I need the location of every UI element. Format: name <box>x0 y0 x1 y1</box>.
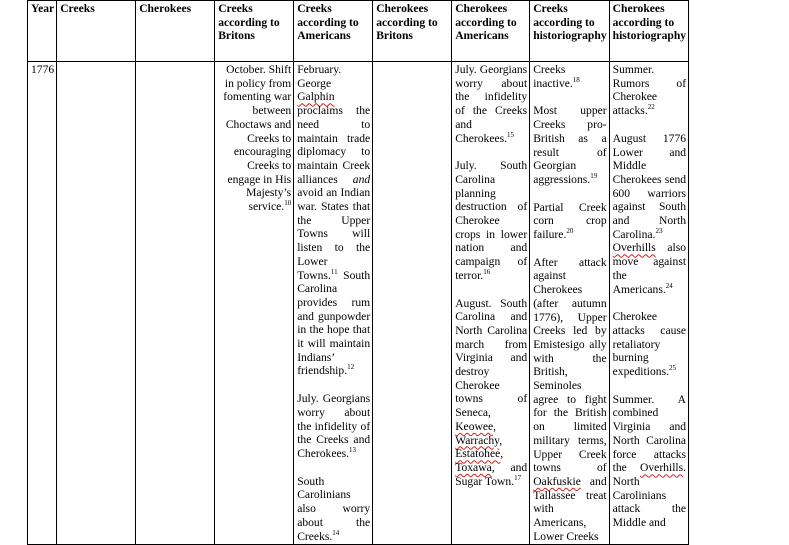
footnote-ref: 25 <box>668 364 676 373</box>
entry-text: July. South Carolina planning destruction of Cherokee crops in lower nation and campaign of terror. <box>455 159 528 282</box>
creeks-americans-cell <box>294 62 373 545</box>
entry-text: Creeks inactive. <box>533 63 573 90</box>
header-row <box>28 1 689 62</box>
footnote-ref: 17 <box>514 473 522 482</box>
year-cell: 1776 <box>28 62 57 545</box>
header-creeks-historiography: Creeks according to historiography <box>530 1 609 62</box>
footnote-ref: 12 <box>347 363 355 372</box>
creeks-historiography-cell <box>530 62 609 545</box>
entry-text: August. South Carolina and North Carolina march from Virginia and destroy Cherokee towns of Seneca, <box>455 296 528 420</box>
header-cherokees-americans: Cherokees according to Americans <box>452 1 530 62</box>
entry-text: Summer. A combined Virginia and North Carolina force attacks the <box>612 392 687 475</box>
cherokees-cell <box>136 62 215 545</box>
town-name: Oakfuskie <box>533 474 581 488</box>
emphasis-text: and <box>352 172 371 186</box>
header-creeks: Creeks <box>57 1 136 62</box>
header-creeks-americans: Creeks according to Americans <box>294 1 373 62</box>
entry-text: avoid an Indian war. States that the Upper Towns will listen to the Lower Towns. <box>297 186 371 282</box>
footnote-ref: 13 <box>349 445 357 454</box>
entry-text: and Sugar Town. <box>455 460 528 488</box>
cherokees-americans-cell: July. Georgians worry about the infidelity of the Creeks and Cherokees.$^{15}$ July. South Carolina planning destruction of Cherokee crops in lower nation and campaign of terror.$^{16}$ August. South Carolina and North Carolina march from Virginia and destroy Cherokee towns of Seneca, Keowee, Warrachy, Estatohee, Toxawa, and Sugar Town.$^{17}$ <box>452 62 530 545</box>
creeks-britons-cell <box>215 62 294 545</box>
town-name: Warrachy <box>455 433 500 447</box>
cherokees-britons-cell <box>373 62 452 545</box>
entry-text: Cherokee attacks cause retaliatory burning expeditions. <box>612 310 687 379</box>
header-cherokees-britons: Cherokees according to Britons <box>373 1 452 62</box>
person-name: Galphin <box>297 90 335 104</box>
footnote-ref: 16 <box>483 267 491 276</box>
footnote-ref: 24 <box>665 281 673 290</box>
footnote-ref: 22 <box>647 103 655 112</box>
creeks-cell <box>57 62 136 545</box>
header-creeks-britons: Creeks according to Britons <box>215 1 294 62</box>
footnote-ref: 10 <box>284 199 292 208</box>
entry-text: July. Georgians worry about the infidelity of the Creeks and Cherokees. <box>297 392 371 460</box>
chronology-table <box>27 0 689 545</box>
entry-text: Summer. Rumors of Cherokee attacks. <box>612 63 687 118</box>
header-cherokees-historiography: Cherokees according to historiography <box>609 1 688 62</box>
group-name: Overhills <box>612 241 656 255</box>
entry-text: After attack against Cherokees (after autumn 1776), Upper Creeks led by Emistesigo ally with the British, Seminoles agree to fight for the British on limited military terms, Upper Creek towns of <box>533 255 607 475</box>
footnote-ref: 19 <box>590 171 598 180</box>
table-row <box>28 62 689 545</box>
entry-text: and Tallassee treat with Americans, Lower Creeks <box>533 474 607 543</box>
entry-text: South Carolina provides rum and gunpowder in the hope that it will maintain Indians’ friendship. <box>297 268 371 378</box>
entry-text: proclaims the need to maintain trade diplomacy to maintain Creek alliances <box>297 104 371 186</box>
group-name: Overhills <box>640 461 684 475</box>
town-name: Keowee <box>455 419 494 433</box>
entry-text: October. Shift in policy from fomenting war between Choctaws and Creeks to encouraging Creeks to engage in His Majesty’s service. <box>223 63 292 214</box>
entry-text: also move against the Americans. <box>612 241 687 296</box>
town-name: Estatohee <box>455 447 501 461</box>
entry-text: August 1776 Lower and Middle Cherokees send 600 warriors against South and North Carolina. <box>612 131 687 241</box>
header-cherokees: Cherokees <box>136 1 215 62</box>
entry-text: . North Carolinians attack the Middle and <box>612 461 687 530</box>
footnote-ref: 23 <box>655 226 663 235</box>
entry-text: Partial Creek corn crop failure. <box>533 200 607 242</box>
footnote-ref: 18 <box>572 75 580 84</box>
entry-text: South Carolinians also worry about the Creeks. <box>297 474 371 543</box>
header-year: Year <box>28 1 57 62</box>
footnote-ref: 14 <box>332 528 340 537</box>
footnote-ref: 20 <box>566 227 574 236</box>
entry-text: July. Georgians worry about the infidelity of the Creeks and Cherokees. <box>455 63 528 145</box>
footnote-ref: 11 <box>330 267 338 276</box>
cherokees-historiography-cell <box>609 62 688 545</box>
entry-text: Most upper Creeks pro-British as a result of Georgian aggressions. <box>533 104 607 186</box>
town-name: Toxawa <box>455 460 492 474</box>
entry-text: February. George <box>297 63 342 90</box>
footnote-ref: 15 <box>507 130 515 139</box>
